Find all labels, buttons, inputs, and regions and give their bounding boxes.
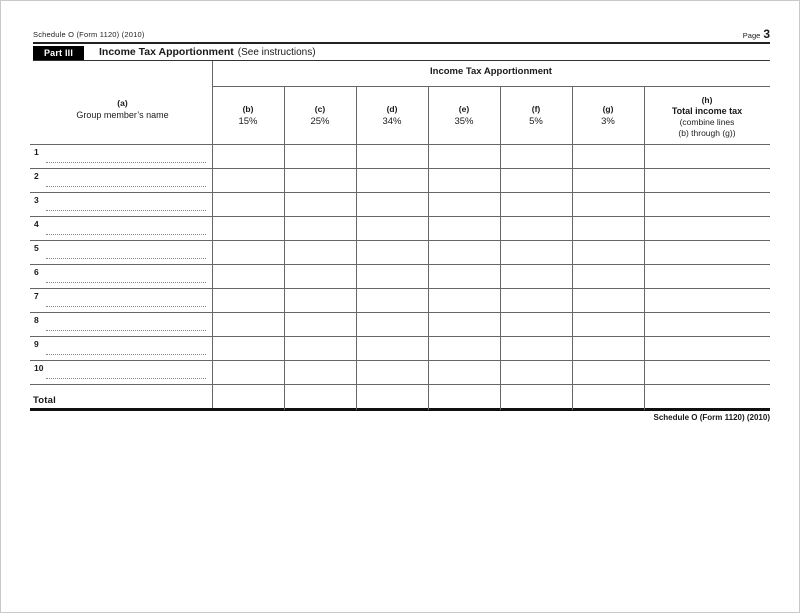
rate-column-header xyxy=(284,103,356,128)
table-bottom-rule xyxy=(30,408,770,411)
rate-column-header xyxy=(500,103,572,128)
table-row xyxy=(30,361,212,385)
dotted-leader xyxy=(46,210,206,211)
column-letter: (d) xyxy=(386,104,398,114)
table-row xyxy=(30,313,212,337)
total-column-header xyxy=(646,95,768,138)
name-column-label: Group member’s name xyxy=(76,110,169,120)
part-bar-rule xyxy=(33,60,770,61)
column-letter: (c) xyxy=(314,104,326,114)
rate-column-header xyxy=(356,103,428,128)
column-rate: 5% xyxy=(529,115,543,127)
page-number xyxy=(743,27,770,41)
part-title-row xyxy=(99,46,316,60)
header-rule xyxy=(33,42,770,44)
column-separator xyxy=(428,86,429,410)
column-letter: (b) xyxy=(242,104,254,114)
table-row xyxy=(30,193,212,217)
dotted-leader xyxy=(46,378,206,379)
column-rate: 34% xyxy=(382,115,402,127)
row-divider xyxy=(30,384,770,385)
span-header-divider xyxy=(212,86,770,87)
column-separator xyxy=(644,86,645,410)
name-column-header xyxy=(33,97,212,121)
column-letter: (f) xyxy=(531,104,541,114)
dotted-leader xyxy=(46,330,206,331)
column-letter: (e) xyxy=(458,104,470,114)
part-note: (See instructions) xyxy=(237,47,316,58)
column-separator xyxy=(356,86,357,410)
table-row xyxy=(30,145,212,169)
table-row xyxy=(30,265,212,289)
total-column-note-2: (b) through (g)) xyxy=(678,127,736,138)
table-row xyxy=(30,241,212,265)
row-number: 9 xyxy=(34,339,39,349)
table-row xyxy=(30,289,212,313)
row-number: 7 xyxy=(34,291,39,301)
dotted-leader xyxy=(46,234,206,235)
dotted-leader xyxy=(46,282,206,283)
dotted-leader xyxy=(46,354,206,355)
column-rate: 15% xyxy=(238,115,258,127)
dotted-leader xyxy=(46,258,206,259)
column-separator xyxy=(500,86,501,410)
table-row xyxy=(30,169,212,193)
row-number: 5 xyxy=(34,243,39,253)
column-rate: 35% xyxy=(454,115,474,127)
column-letter: (g) xyxy=(602,104,614,114)
rate-column-header xyxy=(572,103,644,128)
form-id-footer: Schedule O (Form 1120) (2010) xyxy=(653,413,770,422)
form-id-top: Schedule O (Form 1120) (2010) xyxy=(33,30,145,39)
page-word: Page xyxy=(742,31,761,40)
part-title: Income Tax Apportionment xyxy=(99,46,234,58)
dotted-leader xyxy=(46,306,206,307)
column-separator xyxy=(284,86,285,410)
table-row xyxy=(30,217,212,241)
row-number: 4 xyxy=(34,219,39,229)
table-row xyxy=(30,337,212,361)
page-number-value: 3 xyxy=(763,27,770,41)
total-row-label: Total xyxy=(33,395,56,406)
row-number: 2 xyxy=(34,171,39,181)
dotted-leader xyxy=(46,186,206,187)
total-column-note-1: (combine lines xyxy=(679,117,735,127)
apportionment-span-header: Income Tax Apportionment xyxy=(430,66,552,77)
part-label-badge: Part III xyxy=(33,46,84,60)
rate-column-header xyxy=(212,103,284,128)
row-number: 8 xyxy=(34,315,39,325)
name-column-letter: (a) xyxy=(117,98,128,108)
total-column-title: Total income tax xyxy=(671,106,743,116)
column-separator xyxy=(572,86,573,410)
column-rate: 25% xyxy=(310,115,330,127)
rate-column-header xyxy=(428,103,500,128)
row-number: 1 xyxy=(34,147,39,157)
column-rate: 3% xyxy=(601,115,615,127)
row-number: 10 xyxy=(34,363,44,373)
row-number: 3 xyxy=(34,195,39,205)
dotted-leader xyxy=(46,162,206,163)
total-column-letter: (h) xyxy=(701,95,713,105)
row-number: 6 xyxy=(34,267,39,277)
